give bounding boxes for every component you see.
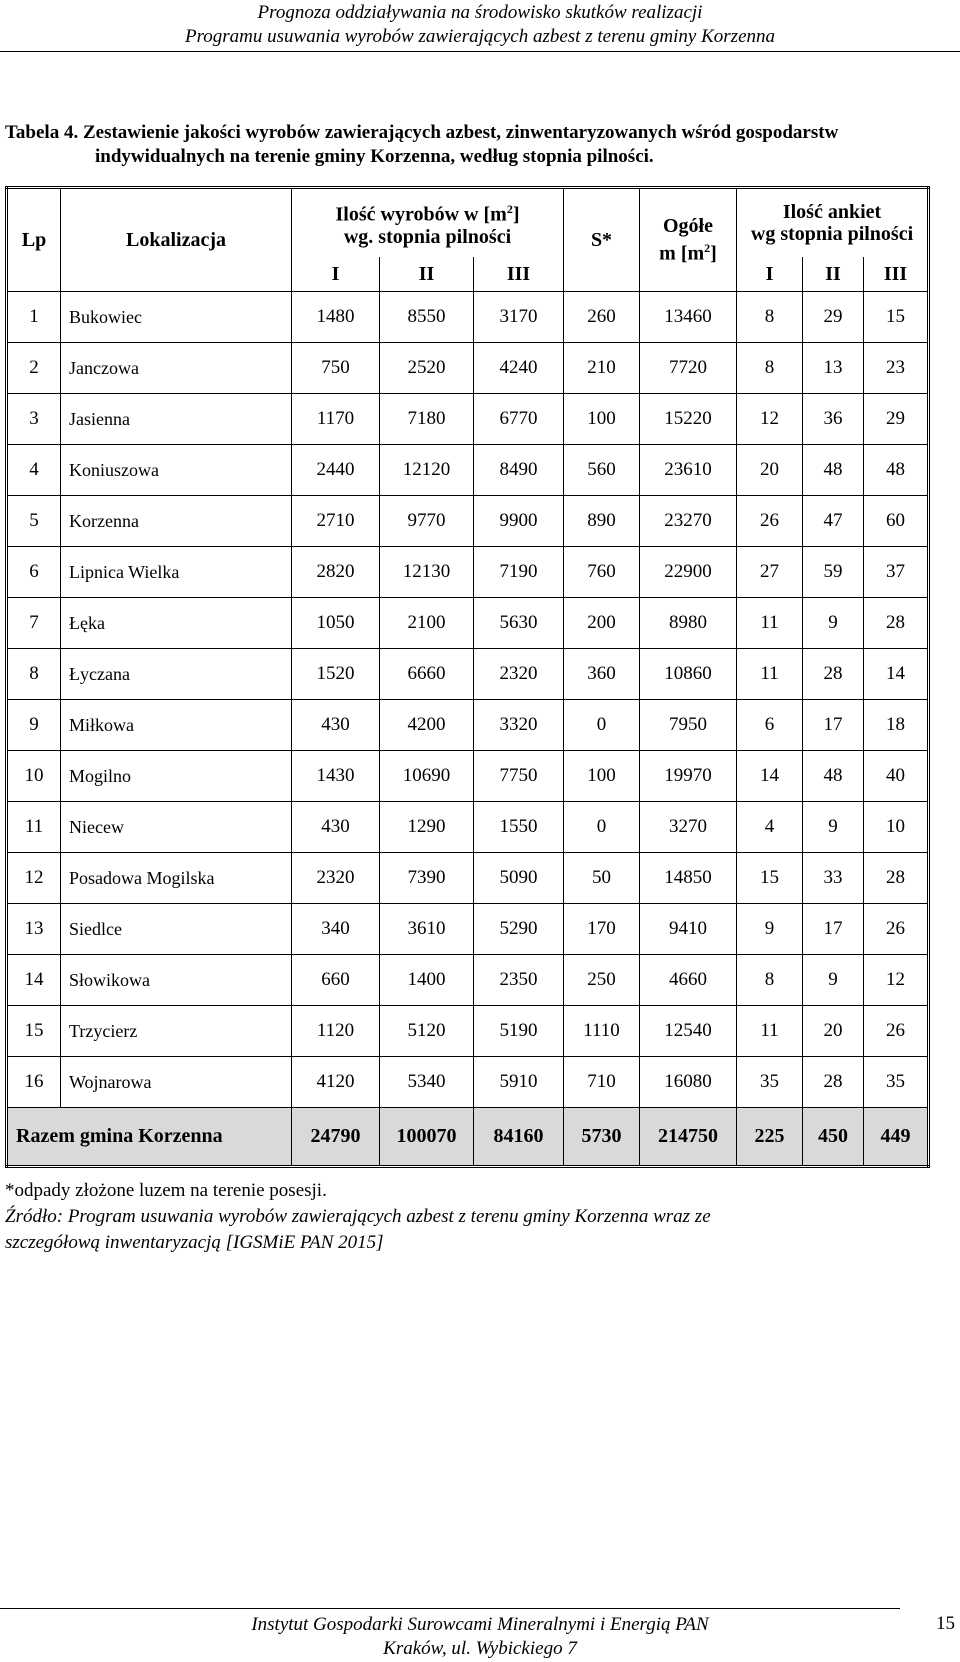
col-lp: Lp xyxy=(7,188,61,292)
cell-a1: 8 xyxy=(737,292,803,343)
cell-a2: 47 xyxy=(803,496,864,547)
cell-lp: 5 xyxy=(7,496,61,547)
cell-lp: 10 xyxy=(7,751,61,802)
cell-w1: 2320 xyxy=(292,853,380,904)
cell-a1: 26 xyxy=(737,496,803,547)
cell-a1: 8 xyxy=(737,955,803,1006)
col-ogole: Ogółe m $[m^2]$ xyxy=(640,188,737,292)
cell-a1: 8 xyxy=(737,343,803,394)
table-row xyxy=(7,496,929,547)
cell-w2: 9770 xyxy=(380,496,474,547)
col-ankiety-i: I xyxy=(737,257,803,292)
cell-a3: 10 xyxy=(864,802,929,853)
cell-w1: 660 xyxy=(292,955,380,1006)
cell-w2: 4200 xyxy=(380,700,474,751)
header-line-1: Prognoza oddziaływania na środowisko skutków realizacji xyxy=(257,2,703,23)
cell-a1: 12 xyxy=(737,394,803,445)
cell-a1: 15 xyxy=(737,853,803,904)
table-row xyxy=(7,1006,929,1057)
cell-a3: 35 xyxy=(864,1057,929,1108)
cell-lp: 15 xyxy=(7,1006,61,1057)
cell-a1: 11 xyxy=(737,598,803,649)
cell-w2: 12120 xyxy=(380,445,474,496)
cell-w1: 2440 xyxy=(292,445,380,496)
cell-s: 100 xyxy=(564,394,640,445)
cell-w1: 1170 xyxy=(292,394,380,445)
cell-w1: 2820 xyxy=(292,547,380,598)
total-a2: 450 xyxy=(803,1108,864,1167)
cell-w1: 750 xyxy=(292,343,380,394)
table-row xyxy=(7,955,929,1006)
col-ilosc-ankiet: Ilość ankiet wg stopnia pilności xyxy=(737,188,929,258)
table-row xyxy=(7,700,929,751)
cell-s: 0 xyxy=(564,700,640,751)
cell-loc: Jasienna xyxy=(61,394,292,445)
cell-loc: Posadowa Mogilska xyxy=(61,853,292,904)
cell-a2: 28 xyxy=(803,649,864,700)
cell-a2: 20 xyxy=(803,1006,864,1057)
cell-lp: 9 xyxy=(7,700,61,751)
cell-w3: 5630 xyxy=(474,598,564,649)
page-header xyxy=(0,0,960,49)
cell-w1: 430 xyxy=(292,700,380,751)
cell-total: 22900 xyxy=(640,547,737,598)
cell-w3: 4240 xyxy=(474,343,564,394)
col-ankiety-ii: II xyxy=(803,257,864,292)
cell-a3: 29 xyxy=(864,394,929,445)
cell-total: 23270 xyxy=(640,496,737,547)
cell-w2: 7180 xyxy=(380,394,474,445)
cell-a1: 27 xyxy=(737,547,803,598)
cell-loc: Siedlce xyxy=(61,904,292,955)
cell-total: 4660 xyxy=(640,955,737,1006)
cell-a1: 14 xyxy=(737,751,803,802)
cell-loc: Koniuszowa xyxy=(61,445,292,496)
cell-s: 560 xyxy=(564,445,640,496)
total-w1: 24790 xyxy=(292,1108,380,1167)
cell-w2: 1400 xyxy=(380,955,474,1006)
cell-a2: 29 xyxy=(803,292,864,343)
table-row xyxy=(7,394,929,445)
cell-a2: 48 xyxy=(803,751,864,802)
cell-w3: 7190 xyxy=(474,547,564,598)
cell-s: 50 xyxy=(564,853,640,904)
footnote: *odpady złożone luzem na terenie posesji. xyxy=(5,1180,327,1201)
cell-total: 9410 xyxy=(640,904,737,955)
cell-loc: Łyczana xyxy=(61,649,292,700)
source-line-2: szczegółową inwentaryzacją [IGSMiE PAN 2015] xyxy=(5,1232,384,1253)
total-row xyxy=(7,1108,929,1167)
cell-total: 13460 xyxy=(640,292,737,343)
cell-a3: 37 xyxy=(864,547,929,598)
cell-total: 12540 xyxy=(640,1006,737,1057)
cell-a2: 9 xyxy=(803,955,864,1006)
total-sum: 214750 xyxy=(640,1108,737,1167)
cell-w2: 5120 xyxy=(380,1006,474,1057)
cell-lp: 14 xyxy=(7,955,61,1006)
cell-loc: Miłkowa xyxy=(61,700,292,751)
cell-lp: 16 xyxy=(7,1057,61,1108)
cell-a1: 11 xyxy=(737,649,803,700)
cell-lp: 7 xyxy=(7,598,61,649)
col-ankiety-iii: III xyxy=(864,257,929,292)
cell-total: 14850 xyxy=(640,853,737,904)
col-lokalizacja: Lokalizacja xyxy=(61,188,292,292)
cell-s: 0 xyxy=(564,802,640,853)
total-a3: 449 xyxy=(864,1108,929,1167)
table-row xyxy=(7,751,929,802)
cell-loc: Mogilno xyxy=(61,751,292,802)
caption-line-1: Tabela 4. Zestawienie jakości wyrobów zawierających azbest, zinwentaryzowanych wśród gospodarstw xyxy=(5,122,839,143)
cell-lp: 13 xyxy=(7,904,61,955)
cell-total: 8980 xyxy=(640,598,737,649)
cell-a1: 4 xyxy=(737,802,803,853)
cell-loc: Wojnarowa xyxy=(61,1057,292,1108)
cell-a2: 9 xyxy=(803,802,864,853)
cell-lp: 4 xyxy=(7,445,61,496)
cell-a2: 28 xyxy=(803,1057,864,1108)
col-ilosc-wyrobow: Ilość wyrobów w $[m^2]$ wg. stopnia pilności xyxy=(292,188,564,258)
asbestos-table xyxy=(5,186,930,1168)
cell-w3: 5290 xyxy=(474,904,564,955)
cell-a3: 14 xyxy=(864,649,929,700)
cell-w3: 7750 xyxy=(474,751,564,802)
total-a1: 225 xyxy=(737,1108,803,1167)
cell-a2: 59 xyxy=(803,547,864,598)
cell-lp: 8 xyxy=(7,649,61,700)
cell-total: 16080 xyxy=(640,1057,737,1108)
cell-w2: 2520 xyxy=(380,343,474,394)
cell-w3: 6770 xyxy=(474,394,564,445)
cell-w1: 2710 xyxy=(292,496,380,547)
cell-w3: 5090 xyxy=(474,853,564,904)
cell-total: 3270 xyxy=(640,802,737,853)
cell-w1: 1520 xyxy=(292,649,380,700)
cell-w1: 1050 xyxy=(292,598,380,649)
notes xyxy=(5,1178,945,1256)
source-line-1: Źródło: Program usuwania wyrobów zawierających azbest z terenu gminy Korzenna wraz ze xyxy=(5,1206,711,1227)
cell-w3: 2350 xyxy=(474,955,564,1006)
cell-total: 19970 xyxy=(640,751,737,802)
cell-a2: 33 xyxy=(803,853,864,904)
table-row xyxy=(7,853,929,904)
cell-w3: 5910 xyxy=(474,1057,564,1108)
cell-s: 360 xyxy=(564,649,640,700)
cell-s: 200 xyxy=(564,598,640,649)
cell-a3: 48 xyxy=(864,445,929,496)
cell-w2: 6660 xyxy=(380,649,474,700)
cell-w3: 8490 xyxy=(474,445,564,496)
cell-lp: 2 xyxy=(7,343,61,394)
table-row xyxy=(7,598,929,649)
cell-a1: 11 xyxy=(737,1006,803,1057)
footer-rule xyxy=(0,1608,900,1609)
cell-total: 10860 xyxy=(640,649,737,700)
cell-w3: 2320 xyxy=(474,649,564,700)
cell-loc: Trzycierz xyxy=(61,1006,292,1057)
table-row xyxy=(7,649,929,700)
cell-a3: 28 xyxy=(864,853,929,904)
table-row xyxy=(7,904,929,955)
cell-w2: 8550 xyxy=(380,292,474,343)
cell-w3: 5190 xyxy=(474,1006,564,1057)
cell-w3: 1550 xyxy=(474,802,564,853)
cell-a2: 9 xyxy=(803,598,864,649)
cell-w2: 5340 xyxy=(380,1057,474,1108)
table-caption xyxy=(5,121,945,169)
cell-s: 760 xyxy=(564,547,640,598)
cell-s: 210 xyxy=(564,343,640,394)
table-row xyxy=(7,445,929,496)
cell-s: 100 xyxy=(564,751,640,802)
cell-loc: Lipnica Wielka xyxy=(61,547,292,598)
cell-a2: 17 xyxy=(803,700,864,751)
cell-s: 260 xyxy=(564,292,640,343)
cell-w3: 3170 xyxy=(474,292,564,343)
cell-w1: 430 xyxy=(292,802,380,853)
cell-loc: Bukowiec xyxy=(61,292,292,343)
cell-a3: 15 xyxy=(864,292,929,343)
cell-loc: Niecew xyxy=(61,802,292,853)
cell-lp: 11 xyxy=(7,802,61,853)
cell-total: 15220 xyxy=(640,394,737,445)
col-wyroby-iii: III xyxy=(474,257,564,292)
page-number: 15 xyxy=(936,1613,955,1634)
cell-a3: 12 xyxy=(864,955,929,1006)
cell-a1: 6 xyxy=(737,700,803,751)
total-s: 5730 xyxy=(564,1108,640,1167)
col-s: S* xyxy=(564,188,640,292)
cell-w1: 340 xyxy=(292,904,380,955)
page-footer xyxy=(0,1613,960,1661)
col-wyroby-i: I xyxy=(292,257,380,292)
cell-loc: Łęka xyxy=(61,598,292,649)
cell-s: 1110 xyxy=(564,1006,640,1057)
cell-a3: 23 xyxy=(864,343,929,394)
cell-a3: 26 xyxy=(864,1006,929,1057)
cell-a3: 26 xyxy=(864,904,929,955)
table-row xyxy=(7,343,929,394)
cell-w2: 7390 xyxy=(380,853,474,904)
cell-loc: Janczowa xyxy=(61,343,292,394)
footer-line-1: Instytut Gospodarki Surowcami Mineralnymi i Energią PAN xyxy=(251,1614,709,1635)
header-rule xyxy=(0,51,960,52)
cell-loc: Słowikowa xyxy=(61,955,292,1006)
cell-s: 710 xyxy=(564,1057,640,1108)
cell-a2: 13 xyxy=(803,343,864,394)
cell-w1: 4120 xyxy=(292,1057,380,1108)
cell-w2: 2100 xyxy=(380,598,474,649)
cell-s: 170 xyxy=(564,904,640,955)
cell-w2: 1290 xyxy=(380,802,474,853)
cell-total: 7720 xyxy=(640,343,737,394)
cell-w2: 12130 xyxy=(380,547,474,598)
table-row xyxy=(7,1057,929,1108)
cell-a2: 17 xyxy=(803,904,864,955)
table-row xyxy=(7,547,929,598)
total-w3: 84160 xyxy=(474,1108,564,1167)
table-row xyxy=(7,292,929,343)
cell-w1: 1120 xyxy=(292,1006,380,1057)
cell-a3: 18 xyxy=(864,700,929,751)
cell-w3: 3320 xyxy=(474,700,564,751)
cell-a3: 28 xyxy=(864,598,929,649)
cell-a3: 60 xyxy=(864,496,929,547)
cell-a3: 40 xyxy=(864,751,929,802)
cell-total: 23610 xyxy=(640,445,737,496)
cell-total: 7950 xyxy=(640,700,737,751)
cell-lp: 3 xyxy=(7,394,61,445)
footer-line-2: Kraków, ul. Wybickiego 7 xyxy=(383,1638,577,1659)
cell-a1: 20 xyxy=(737,445,803,496)
cell-a2: 48 xyxy=(803,445,864,496)
header-row-1 xyxy=(7,188,929,258)
caption-line-2: indywidualnych na terenie gminy Korzenna, według stopnia pilności. xyxy=(95,146,654,167)
cell-a1: 9 xyxy=(737,904,803,955)
header-line-2: Programu usuwania wyrobów zawierających azbest z terenu gminy Korzenna xyxy=(184,26,776,47)
cell-lp: 12 xyxy=(7,853,61,904)
total-w2: 100070 xyxy=(380,1108,474,1167)
cell-lp: 1 xyxy=(7,292,61,343)
table-body xyxy=(7,292,929,1108)
col-wyroby-ii: II xyxy=(380,257,474,292)
cell-lp: 6 xyxy=(7,547,61,598)
cell-w3: 9900 xyxy=(474,496,564,547)
cell-s: 250 xyxy=(564,955,640,1006)
cell-w1: 1430 xyxy=(292,751,380,802)
cell-w2: 3610 xyxy=(380,904,474,955)
cell-a2: 36 xyxy=(803,394,864,445)
cell-s: 890 xyxy=(564,496,640,547)
total-label: Razem gmina Korzenna xyxy=(7,1108,292,1167)
cell-loc: Korzenna xyxy=(61,496,292,547)
cell-w2: 10690 xyxy=(380,751,474,802)
cell-w1: 1480 xyxy=(292,292,380,343)
table-row xyxy=(7,802,929,853)
cell-a1: 35 xyxy=(737,1057,803,1108)
